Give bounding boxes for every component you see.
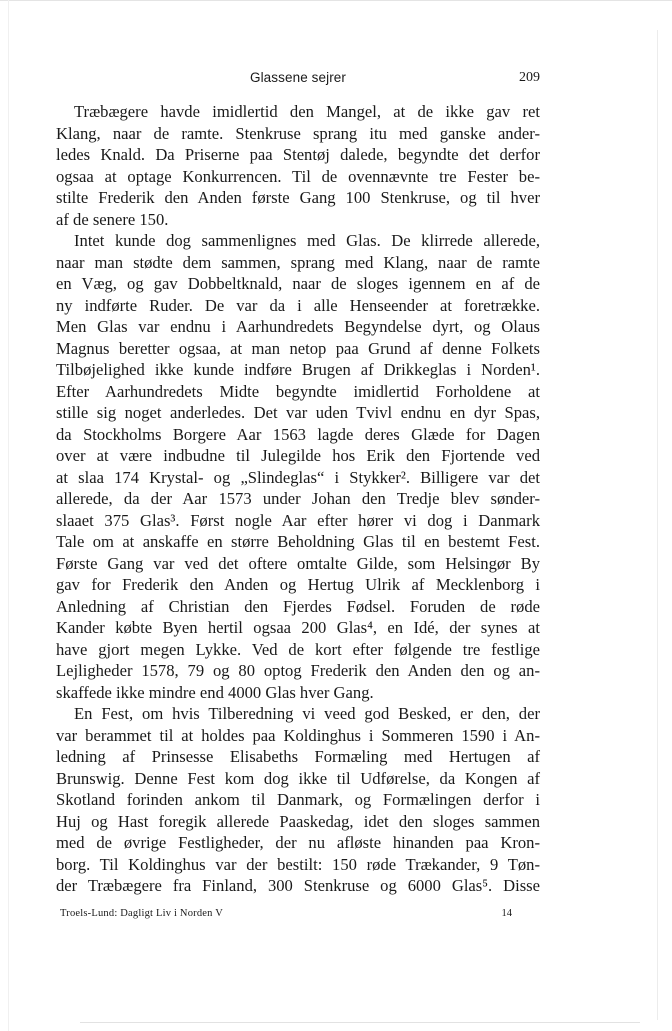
- text-line: over at være indbudne til Julegilde hos Erik den Fjortende ved: [56, 446, 540, 465]
- body-text: [56, 101, 540, 897]
- text-line: stilte Frederik den Anden første Gang 100 Stenkruse, og til hver: [56, 188, 540, 207]
- text-line: en Væg, og gav Dobbeltknald, naar de sloges igennem en af de: [56, 274, 540, 293]
- text-line: slaaet 375 Glas³. Først nogle Aar efter hører vi dog i Danmark: [56, 510, 540, 530]
- sheet-signature: Troels-Lund: Dagligt Liv i Norden V: [60, 908, 224, 919]
- text-line: En Fest, om hvis Tilberedning vi veed god Besked, er den, der: [74, 704, 540, 723]
- running-title: Glassene sejrer: [249, 70, 347, 85]
- text-line: var berammet til at holdes paa Koldinghus i Sommeren 1590 i An-: [56, 725, 540, 745]
- text-line: Anledning af Christian den Fjerdes Fødsel. Foruden de røde: [56, 596, 540, 616]
- text-line: Huj og Hast foregik allerede Paaskedag, idet den sloges sammen: [56, 811, 540, 831]
- sheet-number: 14: [501, 908, 512, 919]
- text-line: skaffede ikke mindre end 4000 Glas hver Gang.: [56, 682, 374, 702]
- text-line: at slaa 174 Krystal- og „Slindeglas“ i Stykker². Billigere var det: [56, 467, 540, 487]
- text-line: ledes Knald. Da Priserne paa Stentøj dalede, begyndte det derfor: [56, 145, 540, 164]
- text-line: have gjort megen Lykke. Ved de kort efter følgende tre festlige: [56, 639, 540, 659]
- text-line: ogsaa at optage Konkurrencen. Til de ovennævnte tre Fester be-: [56, 166, 540, 186]
- text-line: Intet kunde dog sammenlignes med Glas. De klirrede allerede,: [74, 231, 540, 250]
- text-line: Lejligheder 1578, 79 og 80 optog Frederik den Anden den og an-: [56, 661, 540, 680]
- page-header: [56, 70, 540, 90]
- text-line: Tilbøjelighed ikke kunde indføre Brugen af Drikkeglas i Norden¹.: [56, 360, 540, 379]
- text-line: naar man stødte dem sammen, sprang med Klang, naar de ramte: [56, 252, 540, 272]
- scan-edge-right: [657, 30, 658, 1020]
- text-line: borg. Til Koldinghus var der bestilt: 150 røde Trækander, 9 Tøn-: [56, 854, 540, 874]
- text-line: Skotland forinden ankom til Danmark, og Formælingen derfor i: [56, 790, 540, 809]
- scan-edge-left: [8, 0, 9, 1031]
- text-line: Efter Aarhundredets Midte begyndte imidlertid Forholdene at: [56, 381, 540, 401]
- text-line: Brunswig. Denne Fest kom dog ikke til Udførelse, da Kongen af: [56, 768, 540, 788]
- scan-edge-bottom: [80, 1022, 640, 1023]
- text-line: stille sig noget anderledes. Det var uden Tvivl endnu en dyr Spas,: [56, 403, 540, 422]
- page-footer: [60, 908, 512, 924]
- text-line: der Træbægere fra Finland, 300 Stenkruse og 6000 Glas⁵. Disse: [56, 876, 540, 895]
- text-line: Træbægere havde imidlertid den Mangel, at de ikke gav ret: [74, 102, 540, 121]
- text-line: gav for Frederik den Anden og Hertug Ulrik af Mecklenborg i: [56, 575, 540, 594]
- text-line: Kander købte Byen hertil ogsaa 200 Glas⁴, en Idé, der synes at: [56, 618, 540, 637]
- text-line: Men Glas var endnu i Aarhundredets Begyndelse dyrt, og Olaus: [56, 317, 540, 336]
- page-number: 209: [519, 70, 540, 85]
- text-line: med de øvrige Festligheder, der nu afløste hinanden paa Kron-: [56, 833, 540, 852]
- text-line: Tale om at anskaffe en større Beholdning Glas til en bestemt Fest.: [56, 532, 540, 551]
- text-line: Magnus beretter ogsaa, at man netop paa Grund af denne Folkets: [56, 338, 540, 358]
- text-line: Klang, naar de ramte. Stenkruse sprang itu med ganske ander-: [56, 123, 540, 143]
- scan-edge-top: [0, 0, 672, 7]
- text-line: allerede, da der Aar 1573 under Johan den Tredje blev sønder-: [56, 489, 540, 508]
- text-line: Første Gang var ved det oftere omtalte Gilde, som Helsingør By: [56, 553, 540, 573]
- text-line: ledning af Prinsesse Elisabeths Formæling med Hertugen af: [56, 747, 540, 766]
- text-line: ny indførte Ruder. De var da i alle Henseender at foretrække.: [56, 295, 540, 315]
- text-line: af de senere 150.: [56, 209, 169, 229]
- text-line: da Stockholms Borgere Aar 1563 lagde deres Glæde for Dagen: [56, 424, 540, 444]
